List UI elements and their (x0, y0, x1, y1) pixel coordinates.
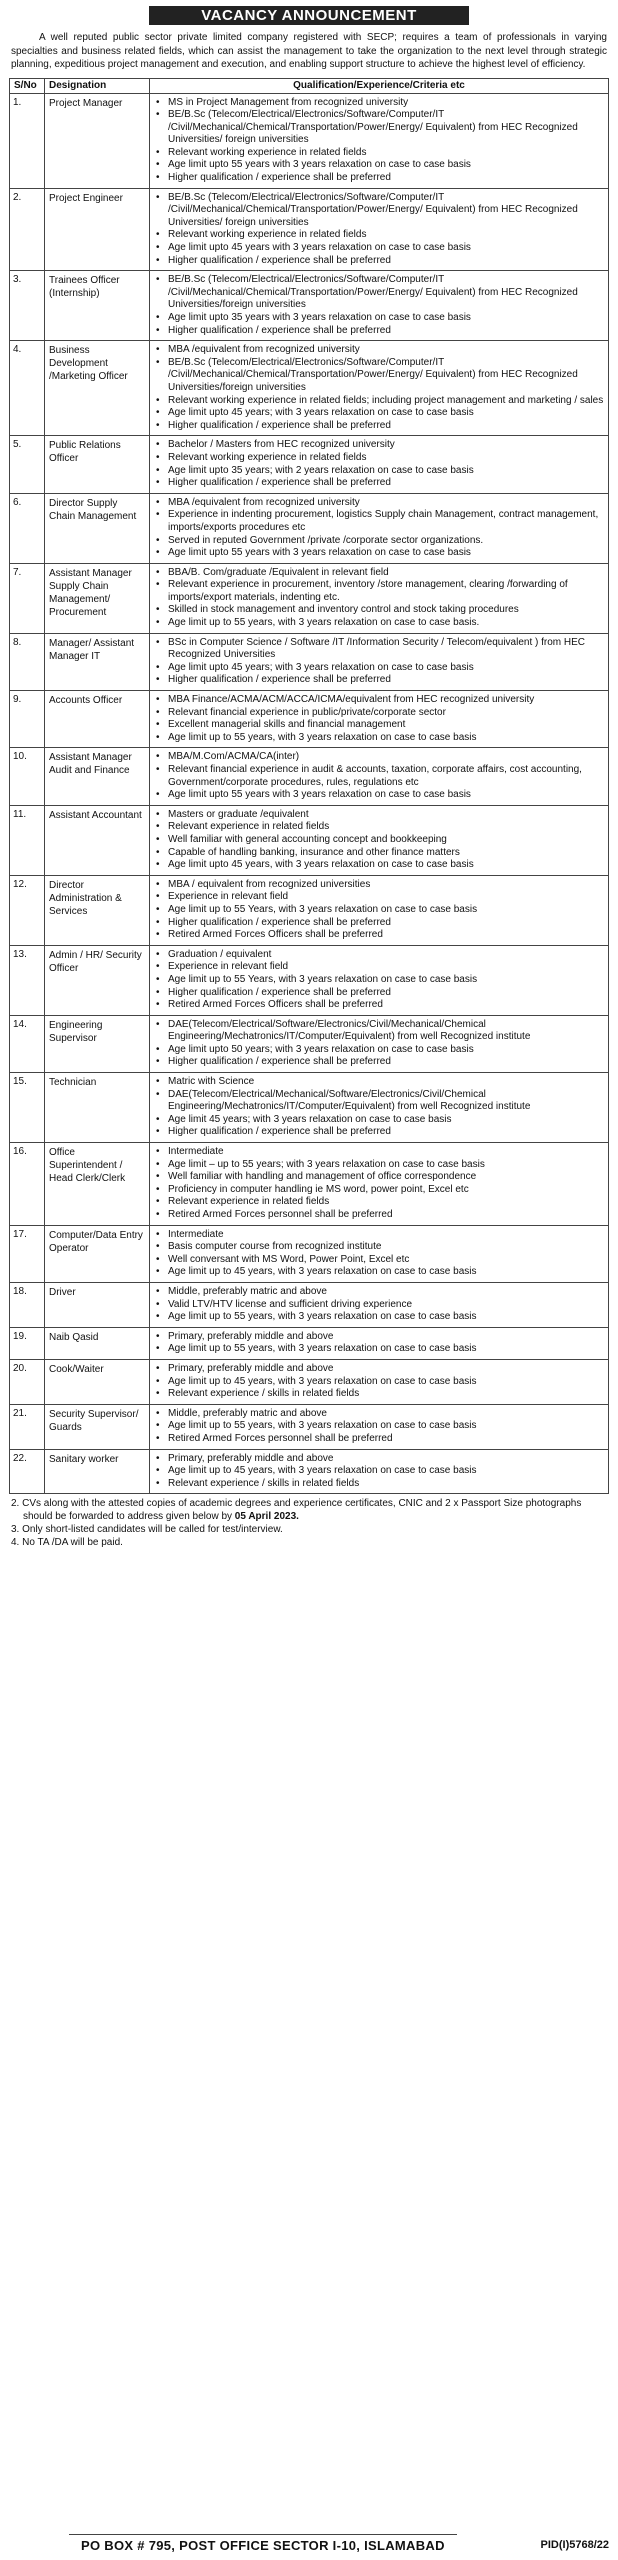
vacancy-table (9, 78, 609, 1495)
criteria-item: • Capable of handling banking, insurance and other finance matters (168, 847, 604, 860)
row-criteria (150, 563, 609, 633)
page-title: VACANCY ANNOUNCEMENT (149, 6, 469, 25)
table-row (10, 1359, 609, 1404)
table-row (10, 1282, 609, 1327)
criteria-item: • Age limit upto 35 years; with 2 years relaxation on case to case basis (168, 465, 604, 478)
criteria-list (168, 439, 604, 489)
table-row (10, 633, 609, 690)
criteria-item: • Age limit upto 45 years; with 3 years relaxation on case to case basis (168, 407, 604, 420)
criteria-item: • Higher qualification / experience shall be preferred (168, 477, 604, 490)
criteria-item: • Age limit 45 years; with 3 years relaxation on case to case basis (168, 1114, 604, 1127)
criteria-list (168, 751, 604, 801)
note-cv-submission (11, 1497, 607, 1523)
criteria-item: • MBA /equivalent from recognized university (168, 497, 604, 510)
criteria-item: • Matric with Science (168, 1076, 604, 1089)
criteria-item: • Age limit up to 55 Years, with 3 years relaxation on case to case basis (168, 974, 604, 987)
table-row (10, 93, 609, 188)
row-designation: Office Superintendent / Head Clerk/Clerk (45, 1143, 150, 1226)
criteria-list (168, 1286, 604, 1324)
row-designation: Computer/Data Entry Operator (45, 1225, 150, 1282)
criteria-list (168, 1076, 604, 1139)
criteria-item: • MBA/M.Com/ACMA/CA(inter) (168, 751, 604, 764)
criteria-item: • Relevant working experience in related fields; including project management and marketing / sales (168, 395, 604, 408)
table-row (10, 875, 609, 945)
criteria-item: • Valid LTV/HTV license and sufficient driving experience (168, 1299, 604, 1312)
table-row (10, 945, 609, 1015)
table-row (10, 1404, 609, 1449)
criteria-item: • Higher qualification / experience shall be preferred (168, 917, 604, 930)
row-criteria (150, 1282, 609, 1327)
row-designation: Assistant Manager Supply Chain Management/ Procurement (45, 563, 150, 633)
row-criteria (150, 633, 609, 690)
row-sno: 12. (10, 875, 45, 945)
table-row (10, 1449, 609, 1494)
table-header-row (10, 78, 609, 93)
criteria-item: • Excellent managerial skills and financial management (168, 719, 604, 732)
criteria-item: • Relevant working experience in related fields (168, 229, 604, 242)
criteria-item: • Age limit up to 45 years, with 3 years relaxation on case to case basis (168, 1376, 604, 1389)
criteria-item: • Primary, preferably middle and above (168, 1331, 604, 1344)
note-ta-da: 4. No TA /DA will be paid. (11, 1537, 123, 1549)
row-criteria (150, 493, 609, 563)
criteria-list (168, 1146, 604, 1222)
intro-paragraph: A well reputed public sector private limited company registered with SECP; requires a team of professionals in varying specialties and business related fields, which can assist the management to take the organization to the next level through strategic planning, expeditious project management and execution, and enabling support structure to achieve the highest level of efficiency. (11, 32, 607, 70)
table-body (10, 93, 609, 1494)
criteria-item: • BE/B.Sc (Telecom/Electrical/Electronics/Software/Computer/IT /Civil/Mechanical/Chemical/Transportation/Power/Energy/ Equivalent) from HEC Recognized Universities/ foreign universities (168, 109, 604, 147)
pid-number: PID(I)5768/22 (540, 2539, 609, 2551)
table-row (10, 188, 609, 271)
criteria-item: • Relevant experience in procurement, inventory /store management, clearing /forwarding of imports/export materials, indenting etc. (168, 579, 604, 604)
row-designation: Sanitary worker (45, 1449, 150, 1494)
criteria-list (168, 637, 604, 687)
row-designation: Admin / HR/ Security Officer (45, 945, 150, 1015)
criteria-list (168, 809, 604, 872)
criteria-list (168, 1331, 604, 1356)
criteria-item: • Higher qualification / experience shall be preferred (168, 1056, 604, 1069)
criteria-item: • Experience in indenting procurement, logistics Supply chain Management, contract management, imports/exports procedures etc (168, 509, 604, 534)
criteria-list (168, 97, 604, 185)
criteria-list (168, 879, 604, 942)
table-row (10, 748, 609, 805)
criteria-list (168, 1408, 604, 1446)
row-sno: 15. (10, 1073, 45, 1143)
criteria-item: • Age limit upto 55 years with 3 years relaxation on case to case basis (168, 789, 604, 802)
row-designation: Project Engineer (45, 188, 150, 271)
criteria-item: • Age limit up to 55 years, with 3 years relaxation on case to case basis. (168, 617, 604, 630)
criteria-item: • Bachelor / Masters from HEC recognized university (168, 439, 604, 452)
criteria-item: • BBA/B. Com/graduate /Equivalent in relevant field (168, 567, 604, 580)
criteria-item: • Well familiar with general accounting concept and bookkeeping (168, 834, 604, 847)
criteria-item: • Relevant financial experience in public/private/corporate sector (168, 707, 604, 720)
row-sno: 5. (10, 436, 45, 493)
row-sno: 22. (10, 1449, 45, 1494)
criteria-list (168, 1363, 604, 1401)
criteria-item: • Age limit up to 45 years, with 3 years relaxation on case to case basis (168, 1266, 604, 1279)
criteria-item: • BE/B.Sc (Telecom/Electrical/Electronics/Software/Computer/IT /Civil/Mechanical/Chemical/Transportation/Power/Energy/ Equivalent) from HEC Recognized Universities/foreign universities (168, 274, 604, 312)
row-sno: 2. (10, 188, 45, 271)
criteria-item: • Age limit upto 50 years; with 3 years relaxation on case to case basis (168, 1044, 604, 1057)
row-sno: 16. (10, 1143, 45, 1226)
row-designation: Director Supply Chain Management (45, 493, 150, 563)
row-sno: 14. (10, 1015, 45, 1072)
postal-address: PO BOX # 795, POST OFFICE SECTOR I-10, ISLAMABAD (69, 2534, 457, 2557)
note-shortlist: 3. Only short-listed candidates will be called for test/interview. (11, 1524, 283, 1536)
criteria-item: • Graduation / equivalent (168, 949, 604, 962)
criteria-item: • Skilled in stock management and inventory control and stock taking procedures (168, 604, 604, 617)
row-sno: 8. (10, 633, 45, 690)
criteria-item: • MS in Project Management from recognized university (168, 97, 604, 110)
table-row (10, 1143, 609, 1226)
row-designation: Engineering Supervisor (45, 1015, 150, 1072)
row-criteria (150, 691, 609, 748)
criteria-list (168, 694, 604, 744)
row-sno: 20. (10, 1359, 45, 1404)
criteria-item: • Age limit up to 55 Years, with 3 years relaxation on case to case basis (168, 904, 604, 917)
note-cv-text: 2. CVs along with the attested copies of academic degrees and experience certificates, CNIC and 2 x Passport Size photographs should be forwarded to address given below by (11, 1498, 582, 1523)
row-designation: Naib Qasid (45, 1327, 150, 1359)
criteria-item: • Age limit up to 55 years, with 3 years relaxation on case to case basis (168, 732, 604, 745)
criteria-item: • Relevant experience / skills in related fields (168, 1478, 604, 1491)
criteria-item: • Basis computer course from recognized institute (168, 1241, 604, 1254)
criteria-item: • Retired Armed Forces personnel shall be preferred (168, 1433, 604, 1446)
deadline-date: 05 April 2023. (234, 1511, 299, 1523)
table-row (10, 1327, 609, 1359)
criteria-list (168, 497, 604, 560)
row-criteria (150, 875, 609, 945)
row-criteria (150, 271, 609, 341)
criteria-list (168, 1229, 604, 1279)
table-row (10, 436, 609, 493)
row-sno: 7. (10, 563, 45, 633)
criteria-list (168, 192, 604, 268)
row-designation: Assistant Manager Audit and Finance (45, 748, 150, 805)
criteria-item: • Middle, preferably matric and above (168, 1286, 604, 1299)
criteria-item: • Retired Armed Forces Officers shall be preferred (168, 929, 604, 942)
row-criteria (150, 945, 609, 1015)
criteria-item: • BE/B.Sc (Telecom/Electrical/Electronics/Software/Computer/IT /Civil/Mechanical/Chemical/Transportation/Power/Energy/ Equivalent) from HEC Recognized Universities/foreign universities (168, 357, 604, 395)
notes (11, 1497, 607, 1549)
row-criteria (150, 1225, 609, 1282)
criteria-item: • Served in reputed Government /private /corporate sector organizations. (168, 535, 604, 548)
table-row (10, 805, 609, 875)
criteria-item: • Retired Armed Forces Officers shall be preferred (168, 999, 604, 1012)
criteria-item: • Relevant experience in related fields (168, 1196, 604, 1209)
criteria-item: • Intermediate (168, 1229, 604, 1242)
row-designation: Manager/ Assistant Manager IT (45, 633, 150, 690)
criteria-item: • Relevant working experience in related fields (168, 452, 604, 465)
row-designation: Assistant Accountant (45, 805, 150, 875)
row-criteria (150, 93, 609, 188)
table-row (10, 341, 609, 436)
criteria-item: • Middle, preferably matric and above (168, 1408, 604, 1421)
row-sno: 1. (10, 93, 45, 188)
row-criteria (150, 1449, 609, 1494)
row-criteria (150, 1404, 609, 1449)
header-designation: Designation (45, 78, 150, 93)
table-row (10, 1225, 609, 1282)
row-criteria (150, 1073, 609, 1143)
criteria-item: • DAE(Telecom/Electrical/Mechanical/Software/Electronics/Civil/Chemical Engineering/Mechatronics/IT/Computer/Equivalent) from well Recognized institute (168, 1089, 604, 1114)
criteria-item: • Primary, preferably middle and above (168, 1363, 604, 1376)
criteria-item: • Relevant working experience in related fields (168, 147, 604, 160)
row-sno: 19. (10, 1327, 45, 1359)
criteria-list (168, 1019, 604, 1069)
criteria-list (168, 949, 604, 1012)
row-sno: 11. (10, 805, 45, 875)
table-row (10, 271, 609, 341)
criteria-item: • Relevant experience / skills in related fields (168, 1388, 604, 1401)
criteria-item: • Age limit up to 55 years, with 3 years relaxation on case to case basis (168, 1343, 604, 1356)
criteria-item: • Proficiency in computer handling ie MS word, power point, Excel etc (168, 1184, 604, 1197)
row-sno: 4. (10, 341, 45, 436)
row-sno: 18. (10, 1282, 45, 1327)
criteria-item: • Age limit upto 45 years; with 3 years relaxation on case to case basis (168, 662, 604, 675)
criteria-item: • Primary, preferably middle and above (168, 1453, 604, 1466)
criteria-item: • Age limit up to 55 years, with 3 years relaxation on case to case basis (168, 1311, 604, 1324)
row-criteria (150, 436, 609, 493)
row-criteria (150, 805, 609, 875)
row-sno: 3. (10, 271, 45, 341)
criteria-item: • Well conversant with MS Word, Power Point, Excel etc (168, 1254, 604, 1267)
criteria-item: • Retired Armed Forces personnel shall be preferred (168, 1209, 604, 1222)
criteria-item: • Age limit up to 55 years, with 3 years relaxation on case to case basis (168, 1420, 604, 1433)
criteria-item: • MBA / equivalent from recognized universities (168, 879, 604, 892)
criteria-item: • BE/B.Sc (Telecom/Electrical/Electronics/Software/Computer/IT /Civil/Mechanical/Chemical/Transportation/Power/Energy/ Equivalent) from HEC Recognized Universities/ foreign universities (168, 192, 604, 230)
table-row (10, 563, 609, 633)
criteria-item: • Age limit upto 45 years with 3 years relaxation on case to case basis (168, 242, 604, 255)
criteria-item: • DAE(Telecom/Electrical/Software/Electronics/Civil/Mechanical/Chemical Engineering/Mechatronics/IT/Computer/Equivalent) from well Recognized institute (168, 1019, 604, 1044)
row-criteria (150, 748, 609, 805)
criteria-item: • Higher qualification / experience shall be preferred (168, 325, 604, 338)
row-designation: Trainees Officer (Internship) (45, 271, 150, 341)
criteria-item: • Age limit – up to 55 years; with 3 years relaxation on case to case basis (168, 1159, 604, 1172)
criteria-item: • Age limit upto 55 years with 3 years relaxation on case to case basis (168, 159, 604, 172)
criteria-item: • Well familiar with handling and management of office correspondence (168, 1171, 604, 1184)
row-designation: Security Supervisor/ Guards (45, 1404, 150, 1449)
criteria-item: • Higher qualification / experience shall be preferred (168, 255, 604, 268)
criteria-item: • Higher qualification / experience shall be preferred (168, 172, 604, 185)
criteria-item: • Higher qualification / experience shall be preferred (168, 987, 604, 1000)
criteria-list (168, 274, 604, 337)
row-criteria (150, 341, 609, 436)
row-sno: 10. (10, 748, 45, 805)
criteria-item: • Higher qualification / experience shall be preferred (168, 1126, 604, 1139)
row-criteria (150, 1015, 609, 1072)
criteria-item: • Masters or graduate /equivalent (168, 809, 604, 822)
criteria-item: • Age limit upto 35 years with 3 years relaxation on case to case basis (168, 312, 604, 325)
row-sno: 21. (10, 1404, 45, 1449)
row-designation: Project Manager (45, 93, 150, 188)
row-designation: Accounts Officer (45, 691, 150, 748)
table-row (10, 691, 609, 748)
criteria-item: • Experience in relevant field (168, 961, 604, 974)
row-designation: Driver (45, 1282, 150, 1327)
criteria-list (168, 344, 604, 432)
criteria-item: • Age limit up to 45 years, with 3 years relaxation on case to case basis (168, 1465, 604, 1478)
row-sno: 13. (10, 945, 45, 1015)
row-sno: 9. (10, 691, 45, 748)
table-row (10, 1073, 609, 1143)
criteria-item: • BSc in Computer Science / Software /IT /Information Security / Telecom/equivalent ) from HEC Recognized Universities (168, 637, 604, 662)
table-row (10, 493, 609, 563)
criteria-item: • Relevant experience in related fields (168, 821, 604, 834)
footer (9, 2534, 609, 2556)
criteria-item: • Relevant financial experience in audit & accounts, taxation, corporate affairs, cost accounting, Government/corporate procedures, rules, regulations etc (168, 764, 604, 789)
row-criteria (150, 188, 609, 271)
criteria-item: • Higher qualification / experience shall be preferred (168, 420, 604, 433)
criteria-item: • MBA /equivalent from recognized university (168, 344, 604, 357)
row-criteria (150, 1359, 609, 1404)
criteria-list (168, 567, 604, 630)
row-designation: Director Administration & Services (45, 875, 150, 945)
criteria-list (168, 1453, 604, 1491)
row-sno: 17. (10, 1225, 45, 1282)
criteria-item: • Higher qualification / experience shall be preferred (168, 674, 604, 687)
row-criteria (150, 1143, 609, 1226)
criteria-item: • Intermediate (168, 1146, 604, 1159)
row-designation: Business Development /Marketing Officer (45, 341, 150, 436)
criteria-item: • MBA Finance/ACMA/ACM/ACCA/ICMA/equivalent from HEC recognized university (168, 694, 604, 707)
row-designation: Technician (45, 1073, 150, 1143)
header-sno: S/No (10, 78, 45, 93)
row-designation: Public Relations Officer (45, 436, 150, 493)
row-criteria (150, 1327, 609, 1359)
criteria-item: • Age limit upto 45 years, with 3 years relaxation on case to case basis (168, 859, 604, 872)
row-sno: 6. (10, 493, 45, 563)
vacancy-announcement (9, 0, 609, 2553)
header-criteria: Qualification/Experience/Criteria etc (150, 78, 609, 93)
criteria-item: • Age limit upto 55 years with 3 years relaxation on case to case basis (168, 547, 604, 560)
table-row (10, 1015, 609, 1072)
criteria-item: • Experience in relevant field (168, 891, 604, 904)
row-designation: Cook/Waiter (45, 1359, 150, 1404)
